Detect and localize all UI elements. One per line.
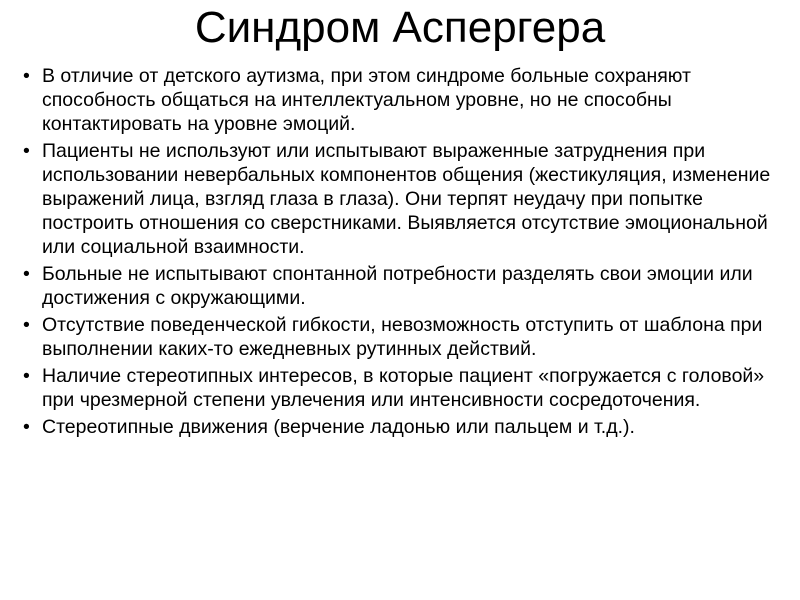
bullet-item (20, 364, 792, 412)
bullet-dot-icon: • (23, 314, 30, 336)
bullet-dot-icon: • (23, 65, 30, 87)
bullet-text: В отличие от детского аутизма, при этом синдроме больные сохраняют способность общаться на интеллектуальном уровне, но не способны контактировать на уровне эмоций. (42, 65, 691, 135)
bullet-list (20, 64, 792, 442)
bullet-dot-icon: • (23, 365, 30, 387)
bullet-dot-icon: • (23, 263, 30, 285)
bullet-text: Наличие стереотипных интересов, в которые пациент «погружается с головой» при чрезмерной степени увлечения или интенсивности сосредоточения. (42, 365, 765, 411)
slide-title: Синдром Аспергера (194, 3, 606, 52)
bullet-dot-icon: • (23, 416, 30, 438)
bullet-text: Пациенты не используют или испытывают выраженные затруднения при использовании невербальных компонентов общения (жестикуляция, изменение выражений лица, взгляд глаза в глаза). Они терпят неудачу при попытке построить отношения со сверстниками. Выявляется отсутствие эмоциональной или социальной взаимности. (42, 140, 771, 258)
bullet-item (20, 262, 792, 310)
bullet-text: Больные не испытывают спонтанной потребности разделять свои эмоции или достижения с окружающими. (42, 263, 753, 309)
bullet-text: Стереотипные движения (верчение ладонью или пальцем и т.д.). (42, 416, 635, 438)
bullet-item (20, 415, 792, 439)
bullet-item (20, 64, 792, 136)
bullet-dot-icon: • (23, 140, 30, 162)
bullet-item (20, 139, 792, 259)
bullet-item (20, 313, 792, 361)
bullet-text: Отсутствие поведенческой гибкости, невозможность отступить от шаблона при выполнении каких-то ежедневных рутинных действий. (42, 314, 763, 360)
